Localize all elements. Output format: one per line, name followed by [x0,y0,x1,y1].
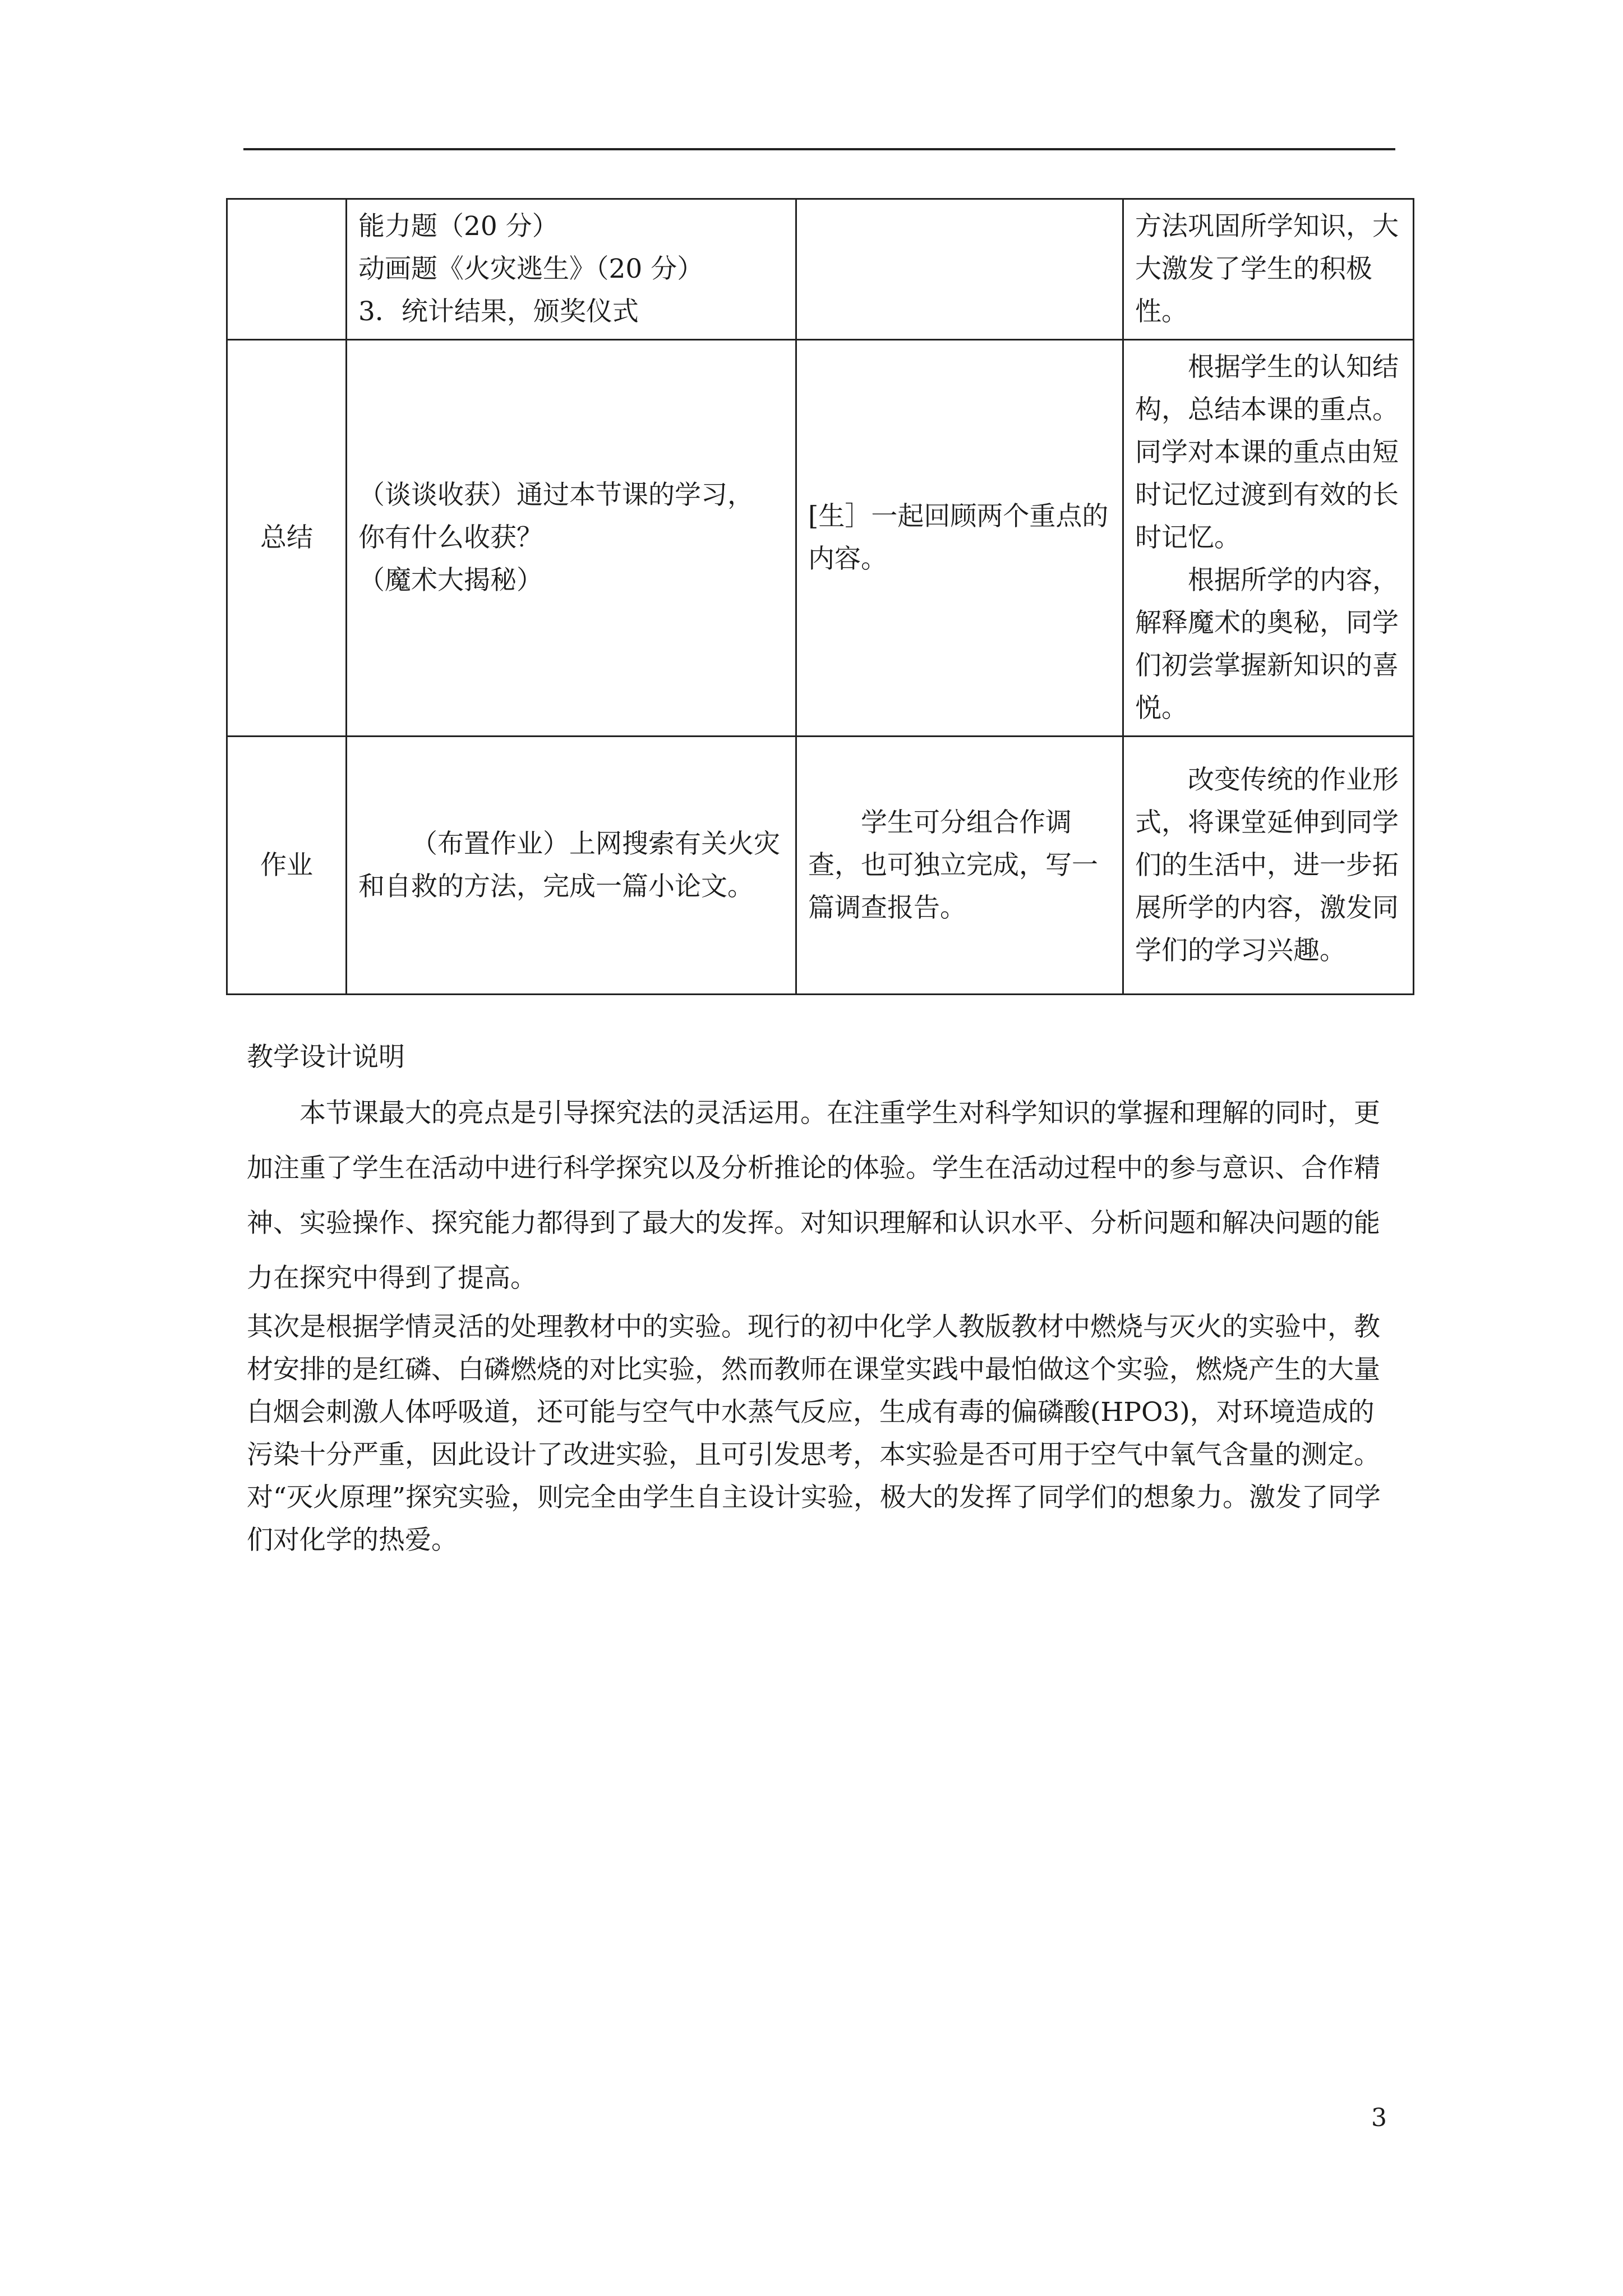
table-cell-activity: （布置作业）上网搜索有关火灾和自救的方法，完成一篇小论文。 [347,737,796,995]
table-cell-student [796,199,1123,340]
notes-paragraph: 本节课最大的亮点是引导探究法的灵活运用。在注重学生对科学知识的掌握和理解的同时，更加注重了学生在活动中进行科学探究以及分析推论的体验。学生在活动过程中的参与意识、合作精神、实验操作、探究能力都得到了最大的发挥。对知识理解和认识水平、分析问题和解决问题的能力在探究中得到了提高。 [247,1098,1380,1294]
cell-text: [生］一起回顾两个重点的内容。 [808,501,1109,574]
list-item: 能力题（20 分） [358,211,559,242]
page-number: 3 [1371,2104,1387,2132]
lesson-table [226,198,1414,995]
table-cell-intent [1123,340,1414,737]
cell-text: 根据所学的内容，解释魔术的奥秘，同学们初尝掌握新知识的喜悦。 [1135,565,1399,724]
cell-text: 方法巩固所学知识，大大激发了学生的积极性。 [1135,211,1399,327]
table-cell-student: 学生可分组合作调查，也可独立完成，写一篇调查报告。 [796,737,1123,995]
table-cell-intent [1123,199,1414,340]
cell-text: 根据学生的认知结构，总结本课的重点。同学对本课的重点由短时记忆过渡到有效的长时记忆。 [1135,352,1399,553]
list-item: 你有什么收获？ [358,522,543,553]
list-item: 3．统计结果，颁奖仪式 [358,296,639,327]
design-notes [247,1032,1394,1562]
list-item: 动画题《火灾逃生》（20 分） [358,254,704,284]
stage-label: 总结 [227,340,347,737]
table-cell-student [796,340,1123,737]
table-cell-activity [347,340,796,737]
notes-paragraph: 其次是根据学情灵活的处理教材中的实验。现行的初中化学人教版教材中燃烧与灭火的实验中，教材安排的是红磷、白磷燃烧的对比实验，然而教师在课堂实践中最怕做这个实验，燃烧产生的大量白烟会刺激人体呼吸道，还可能与空气中水蒸气反应，生成有毒的偏磷酸(HPO3)，对环境造成的污染十分严重，因此设计了改进实验，且可引发思考，本实验是否可用于空气中氧气含量的测定。对“灭火原理”探究实验，则完全由学生自主设计实验，极大的发挥了同学们的想象力。激发了同学们对化学的热爱。 [247,1312,1381,1556]
list-item: （谈谈收获）通过本节课的学习， [358,480,754,510]
stage-label: 作业 [227,737,347,995]
table-cell-intent: 改变传统的作业形式，将课堂延伸到同学们的生活中，进一步拓展所学的内容，激发同学们的学习兴趣。 [1123,737,1414,995]
table-row [227,199,1414,340]
list-item: （魔术大揭秘） [358,565,543,596]
table-row [227,737,1414,995]
table-cell-activity [347,199,796,340]
table-row [227,340,1414,737]
header-rule [243,148,1395,150]
notes-heading: 教学设计说明 [247,1042,405,1073]
table-cell-stage [227,199,347,340]
